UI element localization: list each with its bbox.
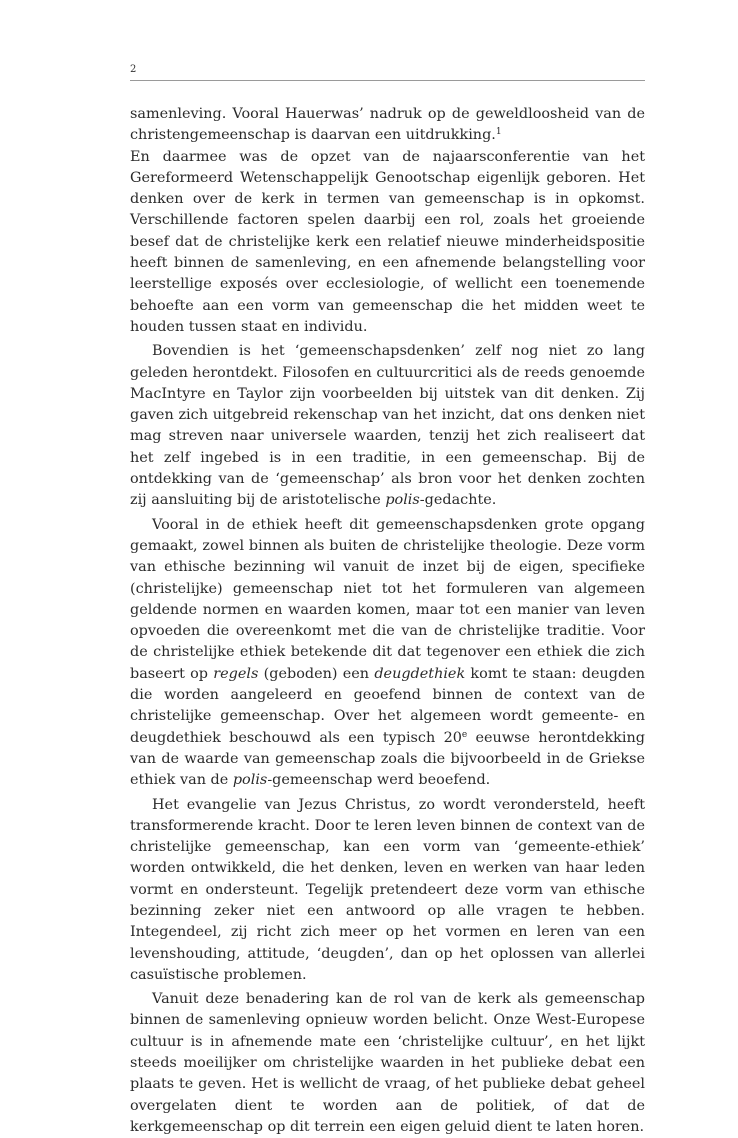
text-run: En daarmee was de opzet van de najaarsconferentie van het Gereformeerd Wetenschappelijk Genootschap eigenlijk geboren. Het denken over de kerk in termen van gemeenschap is in opkomst. Verschillende factoren spelen daarbij een rol, zoals het groeiende besef dat de christelijke kerk een relatief nieuwe minderheidspositie heeft binnen de samenleving, en een afnemende belangstelling voor leerstellige exposés over ecclesiologie, of wellicht een toenemende behoefte aan een vorm van gemeenschap die het midden weet te houden tussen staat en individu. bbox=[130, 148, 645, 335]
italic-term: polis bbox=[385, 492, 420, 509]
paragraph bbox=[130, 795, 645, 987]
page-number: 2 bbox=[130, 64, 137, 75]
paragraph bbox=[130, 515, 645, 792]
text-run: samenleving. Vooral Hauerwas’ nadruk op de geweldloosheid van de christengemeenschap is daarvan een uitdrukking. bbox=[130, 106, 645, 144]
paragraph bbox=[130, 989, 645, 1138]
text-run: eeuwse herontdekking van de waarde van gemeenschap zoals die bijvoorbeeld in de Griekse ethiek van de bbox=[130, 729, 645, 789]
text-run: Bovendien is het ‘gemeenschapsdenken’ zelf nog niet zo lang geleden herontdekt. Filosofen en cultuurcritici als de reeds genoemde MacIntyre en Taylor zijn voorbeelden bij uitstek van dit denken. Zij gaven zich uitgebreid rekenschap van het inzicht, dat ons denken niet mag streven naar universele waarden, tenzij het zich realiseert dat het zelf ingebed is in een traditie, in een gemeenschap. Bij de ontdekking van de ‘gemeenschap’ als bron voor het denken zochten zij aansluiting bij de aristotelische bbox=[130, 343, 645, 509]
italic-term: deugdethiek bbox=[374, 665, 466, 682]
text-run: Het evangelie van Jezus Christus, zo wordt verondersteld, heeft transformerende kracht. Door te leren leven binnen de context van de christelijke gemeenschap, kan een vorm van ‘gemeente-ethiek’ worden ontwikkeld, die het denken, leven en werken van haar leden vormt en ondersteunt. Tegelijk pretendeert deze vorm van ethische bezinning zeker niet een antwoord op alle vragen te hebben. Integendeel, zij richt zich meer op het vormen en leren van een levenshouding, attitude, ‘deugden’, dan op het oplossen van allerlei casuïstische problemen. bbox=[130, 796, 645, 983]
text-run: -gedachte. bbox=[419, 492, 497, 509]
text-run: Vanuit deze benadering kan de rol van de kerk als gemeenschap binnen de samenleving opnieuw worden belicht. Onze West-Europese cultuur is in afnemende mate een ‘christelijke cultuur’, en het lijkt steeds moeilijker om christelijke waarden in het publieke debat een plaats te geven. Het is wellicht de vraag, of het publieke debat geheel overgelaten dient te worden aan de politiek, of dat de kerkgemeenschap op dit terrein een eigen geluid dient te laten horen. bbox=[130, 991, 645, 1135]
paragraph bbox=[130, 341, 645, 511]
paragraph bbox=[130, 147, 645, 339]
body-text bbox=[130, 104, 645, 1138]
text-run: -gemeenschap werd beoefend. bbox=[267, 772, 491, 789]
superscript: e bbox=[461, 729, 468, 740]
text-run: Vooral in de ethiek heeft dit gemeenschapsdenken grote opgang gemaakt, zowel binnen als buiten de christelijke theologie. Deze vorm van ethische bezinning wil vanuit de inzet bij de eigen, specifieke (christelijke) gemeenschap niet tot het formuleren van algemeen geldende normen en waarden komen, maar tot een manier van leven opvoeden die overeenkomt met die van de christelijke traditie. Voor de christelijke ethiek betekende dit dat tegenover een ethiek die zich baseert op bbox=[130, 516, 645, 682]
text-run: (geboden) een bbox=[258, 665, 375, 682]
italic-term: polis bbox=[232, 772, 268, 789]
paragraph bbox=[130, 104, 645, 147]
superscript: 1 bbox=[495, 127, 502, 138]
header-rule bbox=[130, 80, 645, 81]
italic-term: regels bbox=[213, 665, 259, 682]
text-run: komt te staan: deugden die worden aangeleerd en geoefend binnen de context van de christelijke gemeenschap. Over het algemeen wordt gemeente- en deugdethiek beschouwd als een typisch 20 bbox=[130, 665, 645, 746]
